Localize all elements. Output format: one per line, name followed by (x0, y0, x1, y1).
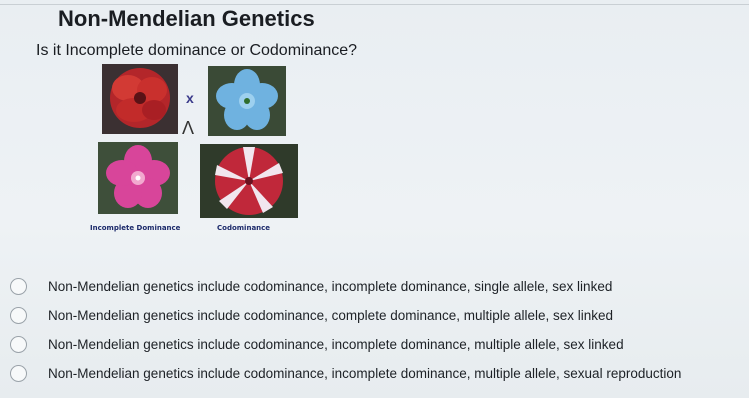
cross-symbol: x (186, 90, 194, 106)
answer-option-label: Non-Mendelian genetics include codominance, incomplete dominance, multiple allele, sex linked (48, 337, 624, 352)
pink-flower-image (98, 142, 178, 214)
caption-codominance: Codominance (217, 224, 271, 232)
radio-button[interactable] (10, 278, 27, 295)
striped-flower-image (200, 144, 298, 218)
radio-button[interactable] (10, 307, 27, 324)
answer-option-label: Non-Mendelian genetics include codominance, incomplete dominance, single allele, sex linked (48, 279, 613, 294)
radio-button[interactable] (10, 336, 27, 353)
caption-incomplete-dominance: Incomplete Dominance (90, 224, 181, 232)
answer-option-label: Non-Mendelian genetics include codominance, complete dominance, multiple allele, sex linked (48, 308, 614, 323)
page-title: Non-Mendelian Genetics (58, 6, 315, 31)
answer-option-label: Non-Mendelian genetics include codominance, incomplete dominance, multiple allele, sexual reproduction (48, 366, 682, 381)
top-divider (0, 4, 749, 5)
radio-button[interactable] (10, 365, 27, 382)
flower-cross-figure (90, 62, 310, 242)
question-text: Is it Incomplete dominance or Codominance? (36, 42, 358, 59)
red-flower-image (102, 64, 178, 134)
cross-arrow-icon: Λ (182, 118, 195, 138)
blue-flower-image (208, 66, 286, 136)
